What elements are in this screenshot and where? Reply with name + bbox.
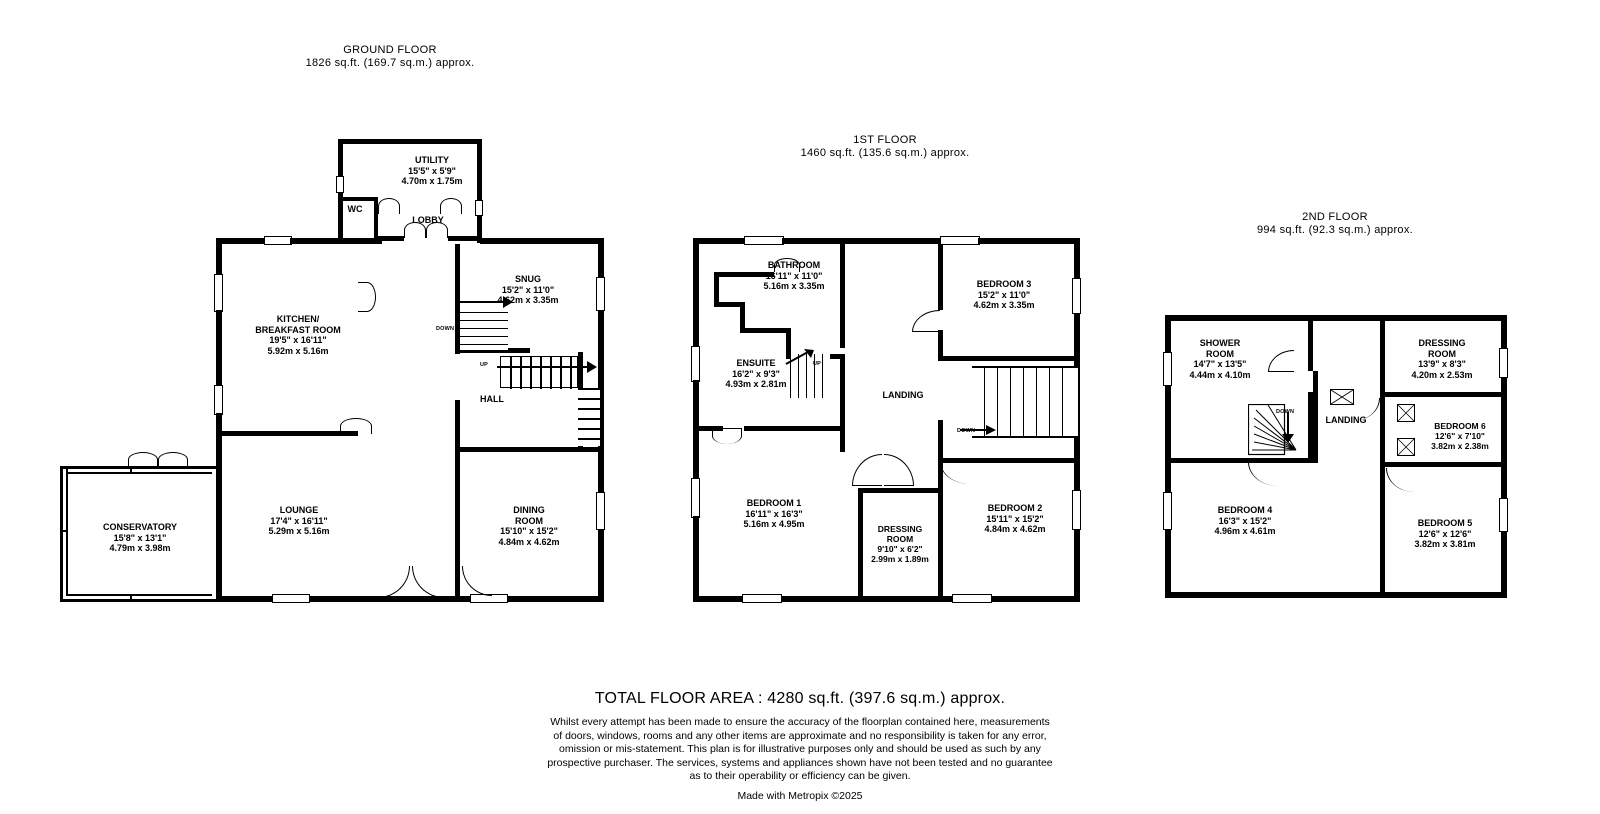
wall-bedroom3-left: [938, 244, 943, 310]
conservatory-mullion-2: [130, 466, 132, 473]
room-label-bedroom5: BEDROOM 5 12'6" x 12'6" 3.82m x 3.81m: [1414, 518, 1476, 549]
door-wc: [378, 198, 400, 214]
window-snug-right: [596, 277, 605, 311]
window-bedroom5-right: [1499, 498, 1508, 532]
room-label-snug: SNUG 15'2" x 11'0" 4.62m x 3.35m: [497, 274, 559, 305]
window-bedroom2-bottom: [952, 594, 992, 603]
door-ensuite-first: [712, 428, 742, 444]
wall-lobby-bottom-right: [448, 236, 482, 241]
disclaimer-line-2: of doors, windows, rooms and any other items are approximate and no responsibility is taken for any error,: [553, 729, 1047, 742]
wall-shower-bottom: [1171, 458, 1313, 463]
room-label-wc: WC: [347, 204, 363, 214]
wall-ensuite-bottom-v: [840, 354, 845, 418]
room-label-hall: HALL: [480, 394, 504, 404]
wall-ground-left-mid: [216, 310, 222, 387]
wall-ground-left-bottom: [216, 463, 222, 600]
fixture-bedroom6-upper-x: [1397, 404, 1415, 422]
wall-ground-top-mid: [290, 238, 382, 244]
door-kitchen-lounge: [340, 418, 372, 434]
room-label-kitchen: KITCHEN/ BREAKFAST ROOM 19'5" x 16'11" 5.92m x 5.16m: [255, 314, 341, 356]
door-bedroom2-first: [940, 462, 970, 484]
disclaimer-line-3: omission or mis-statement. This plan is for illustrative purposes only and should be used as such by any: [559, 743, 1041, 755]
disclaimer-line-1: Whilst every attempt has been made to ensure the accuracy of the floorplan contained here, measurements: [550, 716, 1050, 728]
door-lounge-hall-1: [378, 566, 410, 598]
second-floor-title-area: 994 sq.ft. (92.3 sq.m.) approx.: [1256, 224, 1414, 236]
fixture-landing-hatch-x: [1330, 389, 1354, 405]
window-bedroom4-left: [1163, 492, 1172, 530]
wall-ensuite-step-h2: [740, 328, 790, 333]
wall-conservatory-bottom: [60, 599, 218, 602]
stair-arrow-up-ground: [495, 357, 599, 377]
wall-bedroom3-bottom: [938, 356, 1078, 361]
wall-dressing2-left: [1380, 321, 1385, 397]
wall-ground-left-lower: [216, 413, 222, 465]
window-lounge-bottom: [272, 594, 310, 603]
staircase-first-right: [972, 366, 1078, 400]
first-floor-title-area: 1460 sq.ft. (135.6 sq.m.) approx.: [800, 147, 970, 159]
conservatory-glazing-inner-left: [66, 472, 68, 596]
conservatory-mullion-1: [66, 466, 68, 473]
wall-shower-right: [1308, 321, 1313, 371]
wall-first-top-left: [693, 238, 746, 244]
wall-kitchen-lounge-divider: [220, 431, 358, 436]
wall-second-bottom: [1165, 592, 1507, 598]
stair-label-down-first: DOWN: [957, 428, 976, 434]
window-bedroom1-left: [691, 478, 700, 518]
disclaimer-line-5: as to their operability or efficiency can be given.: [689, 770, 911, 782]
wall-ground-left-upper: [216, 238, 222, 276]
door-bedroom5-second: [1386, 468, 1414, 492]
stair-label-up-ground: UP: [480, 362, 489, 368]
window-kitchen-top: [264, 236, 292, 245]
first-floor-title-name: 1ST FLOOR: [853, 134, 917, 146]
wall-bedroom6-bottom: [1380, 462, 1506, 467]
window-utility-right: [475, 200, 483, 216]
wall-second-top-left: [1165, 315, 1315, 321]
room-label-bathroom: BATHROOM 16'11" x 11'0" 5.16m x 3.35m: [763, 260, 825, 291]
window-dining-right: [596, 492, 605, 530]
total-floor-area: TOTAL FLOOR AREA : 4280 sq.ft. (397.6 sq.m.) approx.: [594, 690, 1006, 707]
wall-first-left-upper: [693, 238, 699, 348]
room-label-shower-room: SHOWER ROOM 14'7" x 13'5" 4.44m x 4.10m: [1189, 338, 1251, 380]
door-bedroom4-second: [1248, 462, 1278, 486]
door-conservatory-1: [128, 452, 158, 467]
window-ensuite-left: [691, 346, 700, 382]
wall-first-top-mid: [782, 238, 942, 244]
wall-bathroom-left-stub: [714, 272, 719, 306]
room-label-ensuite: ENSUITE 16'2" x 9'3" 4.93m x 2.81m: [725, 358, 787, 389]
room-label-landing-second: LANDING: [1325, 415, 1367, 425]
disclaimer-text: [0, 716, 1600, 784]
wall-dressing-top: [858, 488, 940, 493]
room-label-utility: UTILITY 15'5" x 5'9" 4.70m x 1.75m: [401, 155, 463, 186]
door-utility-lobby: [440, 198, 462, 214]
second-floor-title-name: 2ND FLOOR: [1302, 211, 1368, 223]
window-bedroom1-bottom: [742, 594, 782, 603]
ground-floor-title-area: 1826 sq.ft. (169.7 sq.m.) approx.: [305, 57, 475, 69]
wall-ground-top-right: [480, 238, 604, 244]
wall-bedroom6-left: [1380, 397, 1385, 467]
made-with-credit: Made with Metropix ©2025: [737, 789, 863, 802]
room-label-lounge: LOUNGE 17'4" x 16'11" 5.29m x 5.16m: [268, 505, 330, 536]
wall-utility-bottom: [338, 197, 378, 201]
disclaimer-line-4: prospective purchaser. The services, systems and appliances shown have not been tested and no guarantee: [547, 756, 1053, 769]
room-label-dressing-second: DRESSING ROOM 13'9" x 8'3" 4.20m x 2.53m: [1411, 338, 1473, 380]
wall-utility-top: [338, 139, 482, 144]
wall-conservatory-left: [60, 466, 63, 602]
door-kitchen-top: [358, 282, 376, 312]
room-label-conservatory: CONSERVATORY 15'8" x 13'1" 4.79m x 3.98m: [102, 522, 177, 553]
wall-bedroom1-top: [744, 426, 844, 431]
footer-block: [0, 690, 1600, 802]
room-label-dining: DINING ROOM 15'10" x 15'2" 4.84m x 4.62m: [498, 505, 560, 547]
door-conservatory-2: [158, 452, 188, 467]
window-kitchen-left: [214, 274, 223, 312]
room-label-bedroom2: BEDROOM 2 15'11" x 15'2" 4.84m x 4.62m: [984, 503, 1046, 534]
window-kitchen-left2: [214, 385, 223, 415]
window-bathroom-top: [744, 236, 784, 245]
door-lounge-hall-2: [412, 566, 444, 598]
ground-floor-plan: [0, 0, 640, 640]
wall-bedroom5-left: [1380, 467, 1385, 597]
stair-arrow-down-second: [1278, 410, 1298, 444]
stair-label-down-second: DOWN: [1276, 409, 1295, 415]
conservatory-glazing-inner-bottom: [66, 594, 212, 596]
wall-landing-right: [938, 420, 943, 462]
ground-floor-title-name: GROUND FLOOR: [343, 44, 437, 56]
conservatory-glazing-inner-top: [66, 472, 212, 474]
room-label-bedroom3: BEDROOM 3 15'2" x 11'0" 4.62m x 3.35m: [973, 279, 1035, 310]
stair-label-down-ground: DOWN: [436, 326, 455, 332]
wall-second-top-gap: [1313, 315, 1359, 321]
room-label-lobby: LOBBY: [412, 215, 444, 225]
window-bedroom3-right: [1072, 278, 1081, 314]
door-landing-bed1b: [884, 454, 914, 486]
window-dressing2-right: [1499, 348, 1508, 378]
room-label-bedroom4: BEDROOM 4 16'3" x 15'2" 4.96m x 4.61m: [1214, 505, 1276, 536]
conservatory-mullion-4: [60, 530, 67, 532]
door-landing-bed1: [852, 454, 882, 486]
wall-hall-left-lower: [455, 400, 460, 600]
room-label-bedroom6: BEDROOM 6 12'6" x 7'10" 3.82m x 2.38m: [1431, 421, 1489, 451]
staircase-ground-winder: [578, 388, 600, 446]
wall-first-top-right: [978, 238, 1080, 244]
wall-ground-top-left: [216, 238, 266, 244]
wall-utility-left: [338, 139, 343, 177]
room-label-dressing-first: DRESSING ROOM 9'10" x 6'2" 2.99m x 1.89m: [871, 524, 929, 564]
first-floor-title: [775, 134, 995, 160]
wall-dressing2-bottom: [1380, 392, 1506, 397]
conservatory-mullion-3: [130, 594, 132, 601]
window-bedroom3-top: [940, 236, 980, 245]
room-label-bedroom1: BEDROOM 1 16'11" x 16'3" 5.16m x 4.95m: [743, 498, 805, 529]
stair-label-up-first: UP: [813, 361, 822, 367]
wall-first-left-lower: [693, 516, 699, 602]
door-bedroom3-first: [912, 310, 940, 332]
window-utility-left: [336, 176, 344, 193]
wall-landing-left: [840, 418, 845, 452]
door-dining-hall: [462, 566, 492, 596]
second-floor-title: [1225, 211, 1445, 237]
room-label-landing-first: LANDING: [882, 390, 924, 400]
